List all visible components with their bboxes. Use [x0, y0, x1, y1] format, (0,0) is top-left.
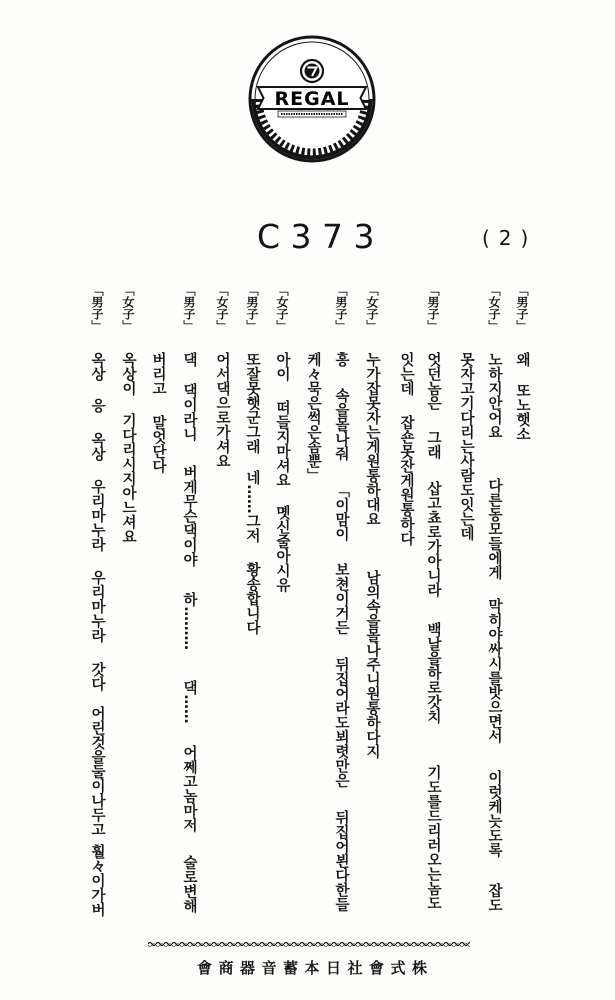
- lyric-segment: 버리고: [150, 352, 166, 396]
- logo-emblem-icon: [301, 60, 323, 82]
- lyric-segment: 몟신줄아시유: [274, 505, 290, 592]
- lyric-segment: 버게무슨댁이야: [181, 465, 197, 567]
- lyric-segment: 말엇단다: [150, 415, 166, 473]
- speaker-tag: 「女子」: [365, 284, 379, 332]
- lyric-segment: 황송합니다: [244, 562, 260, 635]
- lyric-segment: 다른동모들에게: [486, 478, 502, 580]
- lyric-segment: 누가잡못자는게원통하대요: [364, 352, 380, 526]
- lyric-segment: 하………: [181, 592, 197, 650]
- lyric-segment: 떠들지마셔요: [274, 400, 290, 487]
- lyric-segment: 케々묵은썩은솜뿐」: [305, 352, 321, 483]
- wavy-divider: [148, 939, 470, 949]
- logo-wordmark: REGAL: [274, 88, 350, 110]
- lyric-segment: 어서댁으로가셔요: [214, 352, 230, 468]
- speaker-tag: 「男子」: [515, 284, 529, 332]
- lyric-segment: 그래: [425, 430, 441, 459]
- lyric-segment: 어린것을둘이나두고: [89, 706, 105, 837]
- lyric-segment: 갓다: [89, 662, 105, 691]
- lyric-segment: 우리마누라: [89, 479, 105, 552]
- lyric-segment: 못자고기다리는사람도잇는데: [458, 352, 474, 541]
- speaker-tag: 「男子」: [334, 284, 348, 332]
- lyric-segment: 왜: [514, 352, 530, 367]
- speaker-tag: 「女子」: [275, 284, 289, 332]
- lyric-segment: 기다리시지아느셔요: [120, 413, 136, 544]
- speaker-tag: 「男子」: [90, 284, 104, 332]
- speaker-tag: 「男子」: [426, 284, 440, 332]
- lyric-segment: 엇던놈은: [425, 352, 441, 410]
- lyric-segment: 옥상: [89, 432, 105, 461]
- lyric-segment: 남의속을몰나주니원통하다지: [364, 570, 380, 759]
- speaker-tag: 「男子」: [182, 284, 196, 332]
- lyric-segment: 잡도: [486, 883, 502, 912]
- lyric-segment: 삽고쵸로가아니라: [425, 481, 441, 597]
- regal-logo: [246, 33, 378, 165]
- speaker-tag: 「女子」: [121, 284, 135, 332]
- speaker-tag: 「女子」: [487, 284, 501, 332]
- lyric-segment: 잡숀못잔게원통하다: [398, 415, 414, 546]
- lyric-segment: 흥: [333, 352, 349, 367]
- speaker-tag: 「女子」: [215, 284, 229, 332]
- lyric-segment: 잇는데: [398, 352, 414, 396]
- lyric-segment: 옥상이: [120, 352, 136, 396]
- lyric-segment: 응: [89, 398, 105, 413]
- side-number: (2): [482, 226, 538, 250]
- lyric-segment: 아이: [274, 352, 290, 381]
- lyric-segment: 보쳔이거든: [333, 562, 349, 635]
- lyric-segment: 기도를드리러오는놈도: [425, 765, 441, 910]
- lyric-segment: 또노햇소: [514, 383, 530, 441]
- lyric-segment: 「이맘이: [333, 483, 349, 541]
- lyric-segment: 댁……: [181, 680, 197, 724]
- record-number: C 3 7 3: [257, 217, 375, 256]
- lyric-segment: 우리마누라: [89, 570, 105, 643]
- lyric-segment: 백날을하로갓치: [425, 622, 441, 724]
- lyric-segment: 댁이라니: [181, 383, 197, 441]
- publisher-imprint: 會商器音蓄本日社會式株: [197, 959, 434, 977]
- lyric-segment: 술로변해: [181, 855, 197, 913]
- lyric-segment: 훨々이가버: [89, 844, 105, 917]
- lyric-segment: 노하지안어요: [486, 352, 502, 439]
- lyric-segment: 이럿케늣도록: [486, 770, 502, 857]
- lyric-segment: 네……그저: [244, 470, 260, 543]
- lyric-segment: 어쩨고놈마저: [181, 745, 197, 832]
- lyric-segment: 뒤집어라도뵈렷만은: [333, 657, 349, 788]
- lyric-segment: 막히야싸시를밧으면서: [486, 598, 502, 743]
- lyric-segment: 옥상: [89, 352, 105, 381]
- lyric-segment: 뒤집어뵌다한들: [333, 810, 349, 912]
- lyric-segment: 속을몰나줘: [333, 388, 349, 461]
- lyric-segment: 또잘못햇군그래: [244, 352, 260, 454]
- speaker-tag: 「男子」: [245, 284, 259, 332]
- lyric-segment: 댁: [181, 352, 197, 367]
